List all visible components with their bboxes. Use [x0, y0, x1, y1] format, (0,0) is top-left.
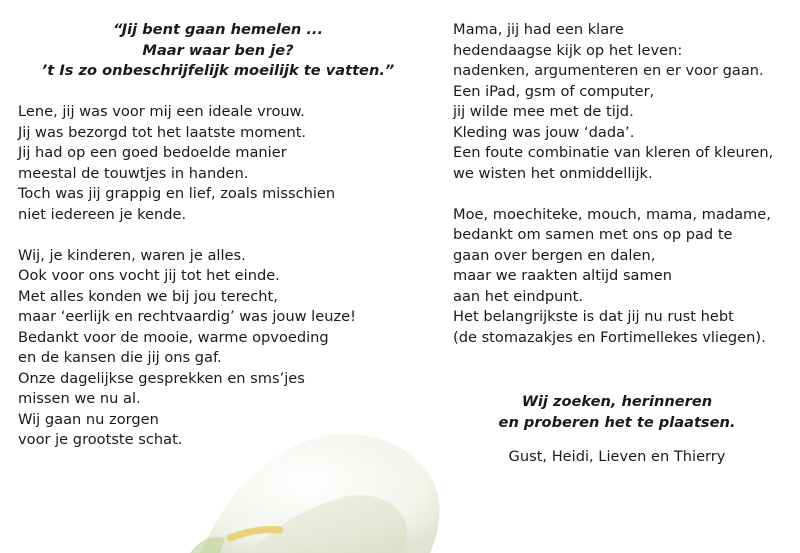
poem-line: bedankt om samen met ons op pad te [453, 226, 733, 243]
poem-line: Het belangrijkste is dat jij nu rust hebt [453, 308, 734, 325]
right-stanza-2 [453, 205, 798, 349]
poem-line: Lene, jij was voor mij een ideale vrouw. [18, 103, 305, 120]
lily-stem [190, 537, 225, 553]
poem-line: en de kansen die jij ons gaf. [18, 349, 222, 366]
poem-line: Een foute combinatie van kleren of kleuren, [453, 144, 774, 161]
signature: Gust, Heidi, Lieven en Thierry [508, 448, 726, 465]
left-stanza-2 [18, 246, 418, 451]
poem-line: aan het eindpunt. [453, 287, 584, 305]
poem-line: Wij gaan nu zorgen [18, 410, 159, 428]
poem-line: Toch was jij grappig en lief, zoals misschien [18, 185, 336, 202]
quote-line: ’t Is zo onbeschrijfelijk moeilijk te vatten.” [41, 62, 395, 79]
poem-line: Jij had op een goed bedoelde manier [18, 144, 287, 161]
poem-line: niet iedereen je kende. [18, 205, 187, 223]
poem-line: (de stomazakjes en Fortimellekes vliegen). [453, 328, 766, 346]
poem-line: Ook voor ons vocht jij tot het einde. [18, 267, 280, 284]
closing-lines [447, 392, 787, 433]
quote-line: Maar waar ben je? [142, 41, 294, 59]
poem-line: gaan over bergen en dalen, [453, 246, 656, 264]
closing-line: en proberen het te plaatsen. [498, 413, 736, 431]
opening-quote [28, 20, 408, 82]
poem-line: Bedankt voor de mooie, warme opvoeding [18, 328, 329, 346]
poem-line: maar ‘eerlijk en rechtvaardig’ was jouw leuze! [18, 308, 356, 325]
poem-line: meestal de touwtjes in handen. [18, 164, 249, 182]
left-column [18, 20, 418, 451]
closing-line: Wij zoeken, herinneren [521, 393, 713, 410]
poem-line: Onze dagelijkse gesprekken en sms’jes [18, 369, 305, 387]
poem-line: we wisten het onmiddellijk. [453, 164, 653, 182]
right-stanza-1 [453, 20, 798, 184]
poem-line: nadenken, argumenteren en er voor gaan. [453, 62, 764, 79]
poem-line: hedendaagse kijk op het leven: [453, 41, 683, 59]
poem-line: Een iPad, gsm of computer, [453, 82, 655, 100]
poem-line: Kleding was jouw ‘dada’. [453, 123, 635, 141]
poem-line: Met alles konden we bij jou terecht, [18, 287, 278, 305]
poem-line: maar we raakten altijd samen [453, 267, 672, 284]
poem-line: jij wilde mee met de tijd. [453, 103, 634, 120]
left-stanza-1 [18, 102, 418, 225]
right-column [453, 20, 798, 468]
poem-line: voor je grootste schat. [18, 431, 183, 448]
poem-line: Wij, je kinderen, waren je alles. [18, 246, 246, 264]
poem-line: Mama, jij had een klare [453, 21, 624, 38]
poem-line: missen we nu al. [18, 390, 141, 407]
poem-line: Jij was bezorgd tot het laatste moment. [18, 123, 307, 141]
quote-line: “Jij bent gaan hemelen ... [112, 21, 324, 38]
poem-line: Moe, moechiteke, mouch, mama, madame, [453, 205, 771, 223]
